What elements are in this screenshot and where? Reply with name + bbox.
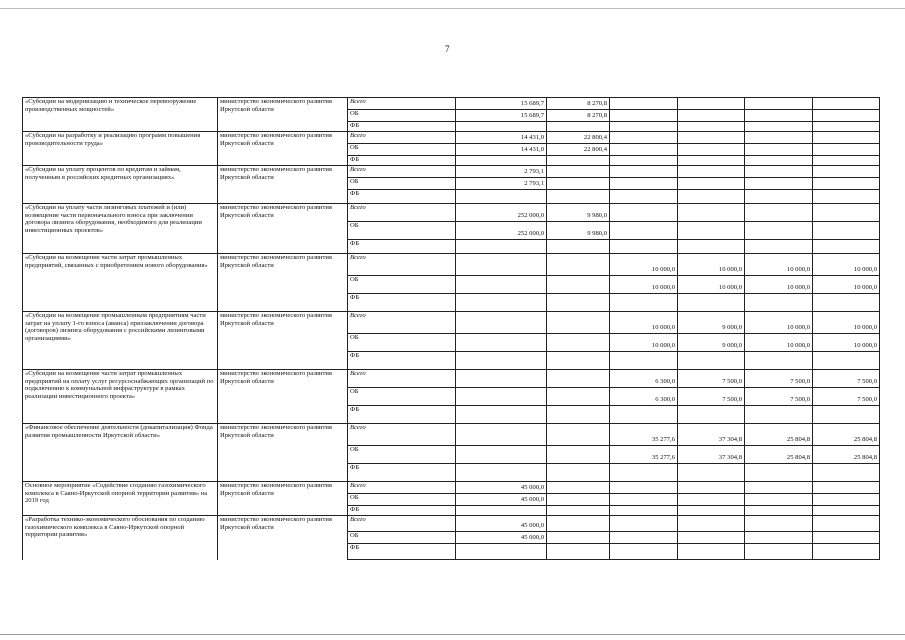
amount-cell: 45 000,0: [456, 516, 547, 532]
table-row: [23, 370, 880, 388]
amount-cell: [813, 352, 880, 370]
amount-cell: [610, 166, 678, 178]
amount-cell: [610, 204, 678, 222]
amount-cell: [456, 294, 547, 312]
amount-cell: 10 000,0: [813, 334, 880, 352]
amount-cell: [813, 98, 880, 110]
funding-source: ОБ: [348, 446, 456, 464]
amount-cell: [678, 144, 745, 156]
amount-cell: [678, 156, 745, 166]
amount-cell: [745, 132, 813, 144]
amount-cell: [610, 406, 678, 424]
amount-cell: [745, 178, 813, 190]
amount-cell: [813, 122, 880, 132]
amount-cell: [610, 482, 678, 494]
funding-source: ФБ: [348, 544, 456, 560]
funding-source: ОБ: [348, 276, 456, 294]
amount-cell: [745, 98, 813, 110]
amount-cell: 25 804,8: [745, 446, 813, 464]
amount-cell: [813, 544, 880, 560]
responsible-executor: министерство экономического развития Иркутской области: [218, 312, 348, 370]
amount-cell: [678, 464, 745, 482]
responsible-executor: министерство экономического развития Иркутской области: [218, 424, 348, 482]
scan-edge-line: [0, 8, 905, 9]
table-row: [23, 254, 880, 276]
amount-cell: [813, 482, 880, 494]
amount-cell: [610, 110, 678, 122]
amount-cell: 9 980,0: [547, 222, 610, 240]
funding-source: Всего: [348, 370, 456, 388]
amount-cell: [547, 464, 610, 482]
funding-source: ОБ: [348, 222, 456, 240]
amount-cell: [813, 190, 880, 204]
amount-cell: [610, 352, 678, 370]
amount-cell: [678, 178, 745, 190]
table-row: [23, 312, 880, 334]
amount-cell: [547, 254, 610, 276]
amount-cell: 9 000,0: [678, 334, 745, 352]
amount-cell: [456, 446, 547, 464]
responsible-executor: министерство экономического развития Иркутской области: [218, 132, 348, 166]
amount-cell: [456, 122, 547, 132]
amount-cell: 35 277,6: [610, 446, 678, 464]
measure-name: «Субсидии на уплату части лизинговых платежей и (или) возмещение части первоначального взноса при заключении договора лизинга оборудования, необходимого для реализации инвестиционных проектов»: [23, 204, 218, 254]
amount-cell: [813, 144, 880, 156]
amount-cell: 6 300,0: [610, 370, 678, 388]
funding-source: ФБ: [348, 122, 456, 132]
amount-cell: 10 000,0: [610, 254, 678, 276]
amount-cell: 45 000,0: [456, 494, 547, 506]
amount-cell: [456, 506, 547, 516]
amount-cell: [678, 294, 745, 312]
amount-cell: [456, 240, 547, 254]
amount-cell: [745, 240, 813, 254]
amount-cell: [745, 464, 813, 482]
amount-cell: [547, 294, 610, 312]
amount-cell: [456, 156, 547, 166]
amount-cell: 25 804,8: [745, 424, 813, 446]
amount-cell: [456, 406, 547, 424]
amount-cell: 7 500,0: [678, 370, 745, 388]
amount-cell: [813, 156, 880, 166]
table-row: [23, 482, 880, 494]
funding-source: Всего: [348, 516, 456, 532]
amount-cell: [678, 222, 745, 240]
amount-cell: 10 000,0: [678, 254, 745, 276]
amount-cell: [610, 464, 678, 482]
page-number: 7: [445, 44, 450, 54]
amount-cell: [678, 132, 745, 144]
funding-source: ОБ: [348, 144, 456, 156]
amount-cell: 10 000,0: [745, 254, 813, 276]
amount-cell: [678, 204, 745, 222]
measure-name: «Субсидии на возмещение части затрат промышленных предприятий на оплату услуг ресурсоснабжающих организаций по подключению к коммунальной инфраструктуре в рамках реализации инвестиционного проекта»: [23, 370, 218, 424]
funding-source: ОБ: [348, 334, 456, 352]
funding-source: ФБ: [348, 464, 456, 482]
amount-cell: 10 000,0: [610, 276, 678, 294]
amount-cell: [813, 516, 880, 532]
amount-cell: [610, 190, 678, 204]
amount-cell: 2 793,1: [456, 178, 547, 190]
amount-cell: [678, 506, 745, 516]
amount-cell: 9 000,0: [678, 312, 745, 334]
amount-cell: [547, 532, 610, 544]
amount-cell: [610, 178, 678, 190]
budget-table: [22, 97, 880, 560]
amount-cell: [745, 516, 813, 532]
amount-cell: [745, 494, 813, 506]
amount-cell: [678, 532, 745, 544]
amount-cell: 2 793,1: [456, 166, 547, 178]
amount-cell: [610, 294, 678, 312]
amount-cell: 14 431,0: [456, 144, 547, 156]
amount-cell: [610, 544, 678, 560]
amount-cell: 15 689,7: [456, 110, 547, 122]
amount-cell: [547, 166, 610, 178]
amount-cell: [547, 494, 610, 506]
amount-cell: [610, 506, 678, 516]
amount-cell: [610, 144, 678, 156]
scan-bottom-line: [0, 634, 905, 635]
measure-name: «Финансовое обеспечение деятельности (докапитализация) Фонда развития промышленности Иркутской области»: [23, 424, 218, 482]
funding-source: ФБ: [348, 352, 456, 370]
amount-cell: 15 689,7: [456, 98, 547, 110]
amount-cell: [678, 190, 745, 204]
responsible-executor: министерство экономического развития Иркутской области: [218, 254, 348, 312]
amount-cell: [456, 544, 547, 560]
measure-name: Основное мероприятие «Содействие созданию газохимического комплекса в Саяно-Иркутской опорной территории развития» на 2019 год: [23, 482, 218, 516]
amount-cell: [745, 166, 813, 178]
amount-cell: [610, 98, 678, 110]
amount-cell: [678, 516, 745, 532]
amount-cell: [547, 190, 610, 204]
table-row: [23, 98, 880, 110]
funding-source: ФБ: [348, 190, 456, 204]
amount-cell: 45 000,0: [456, 482, 547, 494]
amount-cell: [745, 122, 813, 132]
responsible-executor: министерство экономического развития Иркутской области: [218, 516, 348, 560]
amount-cell: [813, 178, 880, 190]
amount-cell: [813, 132, 880, 144]
funding-source: ФБ: [348, 406, 456, 424]
amount-cell: [813, 204, 880, 222]
measure-name: «Субсидии на разработку и реализацию программ повышения производительности труда»: [23, 132, 218, 166]
amount-cell: 7 500,0: [745, 370, 813, 388]
amount-cell: [745, 532, 813, 544]
amount-cell: [456, 424, 547, 446]
amount-cell: [547, 156, 610, 166]
amount-cell: 10 000,0: [813, 254, 880, 276]
amount-cell: 8 270,8: [547, 110, 610, 122]
amount-cell: [678, 352, 745, 370]
amount-cell: [610, 240, 678, 254]
amount-cell: [745, 222, 813, 240]
responsible-executor: министерство экономического развития Иркутской области: [218, 370, 348, 424]
funding-source: Всего: [348, 424, 456, 446]
funding-source: Всего: [348, 166, 456, 178]
measure-name: «Субсидии на уплату процентов по кредитам и займам, полученным в российских кредитных организациях»: [23, 166, 218, 204]
responsible-executor: министерство экономического развития Иркутской области: [218, 204, 348, 254]
funding-source: Всего: [348, 132, 456, 144]
amount-cell: [456, 352, 547, 370]
amount-cell: [813, 464, 880, 482]
measure-name: «Разработка технико-экономического обоснования по созданию газохимического комплекса в Саяно-Иркутской опорной территории развития»: [23, 516, 218, 560]
amount-cell: [813, 240, 880, 254]
amount-cell: [547, 388, 610, 406]
amount-cell: [678, 240, 745, 254]
amount-cell: 10 000,0: [745, 334, 813, 352]
amount-cell: [745, 156, 813, 166]
amount-cell: [547, 406, 610, 424]
amount-cell: 252 000,0: [456, 222, 547, 240]
amount-cell: 9 980,0: [547, 204, 610, 222]
table-row: [23, 166, 880, 178]
responsible-executor: министерство экономического развития Иркутской области: [218, 482, 348, 516]
amount-cell: [678, 98, 745, 110]
amount-cell: 7 500,0: [813, 370, 880, 388]
amount-cell: 252 000,0: [456, 204, 547, 222]
amount-cell: [547, 506, 610, 516]
measure-name: «Субсидии на модернизацию и техническое перевооружение производственных мощностей»: [23, 98, 218, 132]
funding-source: ОБ: [348, 110, 456, 122]
amount-cell: 10 000,0: [610, 334, 678, 352]
amount-cell: [678, 482, 745, 494]
amount-cell: [610, 516, 678, 532]
funding-source: Всего: [348, 254, 456, 276]
amount-cell: [610, 222, 678, 240]
amount-cell: 10 000,0: [678, 276, 745, 294]
amount-cell: 37 304,8: [678, 446, 745, 464]
amount-cell: [745, 482, 813, 494]
table-row: [23, 204, 880, 222]
amount-cell: [745, 144, 813, 156]
table-row: [23, 424, 880, 446]
amount-cell: 14 431,0: [456, 132, 547, 144]
funding-source: ФБ: [348, 506, 456, 516]
amount-cell: [813, 110, 880, 122]
table-row: [23, 516, 880, 532]
funding-source: ФБ: [348, 156, 456, 166]
amount-cell: 37 304,8: [678, 424, 745, 446]
amount-cell: [745, 506, 813, 516]
amount-cell: [745, 204, 813, 222]
amount-cell: [745, 352, 813, 370]
table-row: [23, 132, 880, 144]
amount-cell: [610, 532, 678, 544]
amount-cell: 22 800,4: [547, 132, 610, 144]
amount-cell: [456, 276, 547, 294]
amount-cell: [678, 166, 745, 178]
funding-source: ОБ: [348, 178, 456, 190]
amount-cell: [745, 190, 813, 204]
amount-cell: 10 000,0: [745, 276, 813, 294]
amount-cell: [547, 178, 610, 190]
amount-cell: [547, 482, 610, 494]
amount-cell: [547, 516, 610, 532]
amount-cell: 10 000,0: [745, 312, 813, 334]
amount-cell: 45 000,0: [456, 532, 547, 544]
responsible-executor: министерство экономического развития Иркутской области: [218, 98, 348, 132]
measure-name: «Субсидии на возмещение части затрат промышленных предприятий, связанных с приобретением нового оборудования»: [23, 254, 218, 312]
amount-cell: 7 500,0: [745, 388, 813, 406]
amount-cell: [610, 122, 678, 132]
amount-cell: 10 000,0: [813, 276, 880, 294]
measure-name: «Субсидии на возмещение промышленным предприятиям части затрат на уплату 1-го взноса (аванса) приззаключении договора (договоров) лизинга оборудования с российскими лизинговыми организациями»: [23, 312, 218, 370]
amount-cell: 8 270,8: [547, 98, 610, 110]
amount-cell: 6 300,0: [610, 388, 678, 406]
amount-cell: [547, 240, 610, 254]
amount-cell: [456, 388, 547, 406]
amount-cell: [813, 406, 880, 424]
amount-cell: [813, 222, 880, 240]
amount-cell: [456, 190, 547, 204]
amount-cell: [456, 312, 547, 334]
funding-source: ОБ: [348, 494, 456, 506]
amount-cell: [547, 276, 610, 294]
funding-source: ФБ: [348, 294, 456, 312]
amount-cell: 7 500,0: [678, 388, 745, 406]
amount-cell: [678, 406, 745, 424]
amount-cell: [547, 370, 610, 388]
amount-cell: [547, 312, 610, 334]
amount-cell: 25 804,8: [813, 446, 880, 464]
funding-source: ФБ: [348, 240, 456, 254]
amount-cell: [547, 446, 610, 464]
amount-cell: [456, 464, 547, 482]
amount-cell: [813, 506, 880, 516]
amount-cell: 7 500,0: [813, 388, 880, 406]
amount-cell: [610, 156, 678, 166]
amount-cell: [547, 352, 610, 370]
funding-source: ОБ: [348, 532, 456, 544]
amount-cell: [678, 544, 745, 560]
amount-cell: [745, 110, 813, 122]
amount-cell: [678, 110, 745, 122]
amount-cell: [547, 544, 610, 560]
amount-cell: 25 804,8: [813, 424, 880, 446]
funding-source: Всего: [348, 482, 456, 494]
amount-cell: [456, 334, 547, 352]
amount-cell: [813, 294, 880, 312]
amount-cell: [813, 166, 880, 178]
amount-cell: [678, 122, 745, 132]
amount-cell: [547, 122, 610, 132]
amount-cell: [610, 494, 678, 506]
responsible-executor: министерство экономического развития Иркутской области: [218, 166, 348, 204]
amount-cell: [813, 494, 880, 506]
amount-cell: [547, 334, 610, 352]
amount-cell: [456, 254, 547, 276]
amount-cell: 10 000,0: [610, 312, 678, 334]
amount-cell: [610, 132, 678, 144]
amount-cell: 10 000,0: [813, 312, 880, 334]
amount-cell: [678, 494, 745, 506]
funding-source: Всего: [348, 204, 456, 222]
amount-cell: [813, 532, 880, 544]
amount-cell: [745, 294, 813, 312]
amount-cell: [745, 544, 813, 560]
funding-source: Всего: [348, 312, 456, 334]
funding-source: Всего: [348, 98, 456, 110]
amount-cell: 35 277,6: [610, 424, 678, 446]
amount-cell: [547, 424, 610, 446]
amount-cell: [745, 406, 813, 424]
amount-cell: 22 800,4: [547, 144, 610, 156]
funding-source: ОБ: [348, 388, 456, 406]
amount-cell: [456, 370, 547, 388]
